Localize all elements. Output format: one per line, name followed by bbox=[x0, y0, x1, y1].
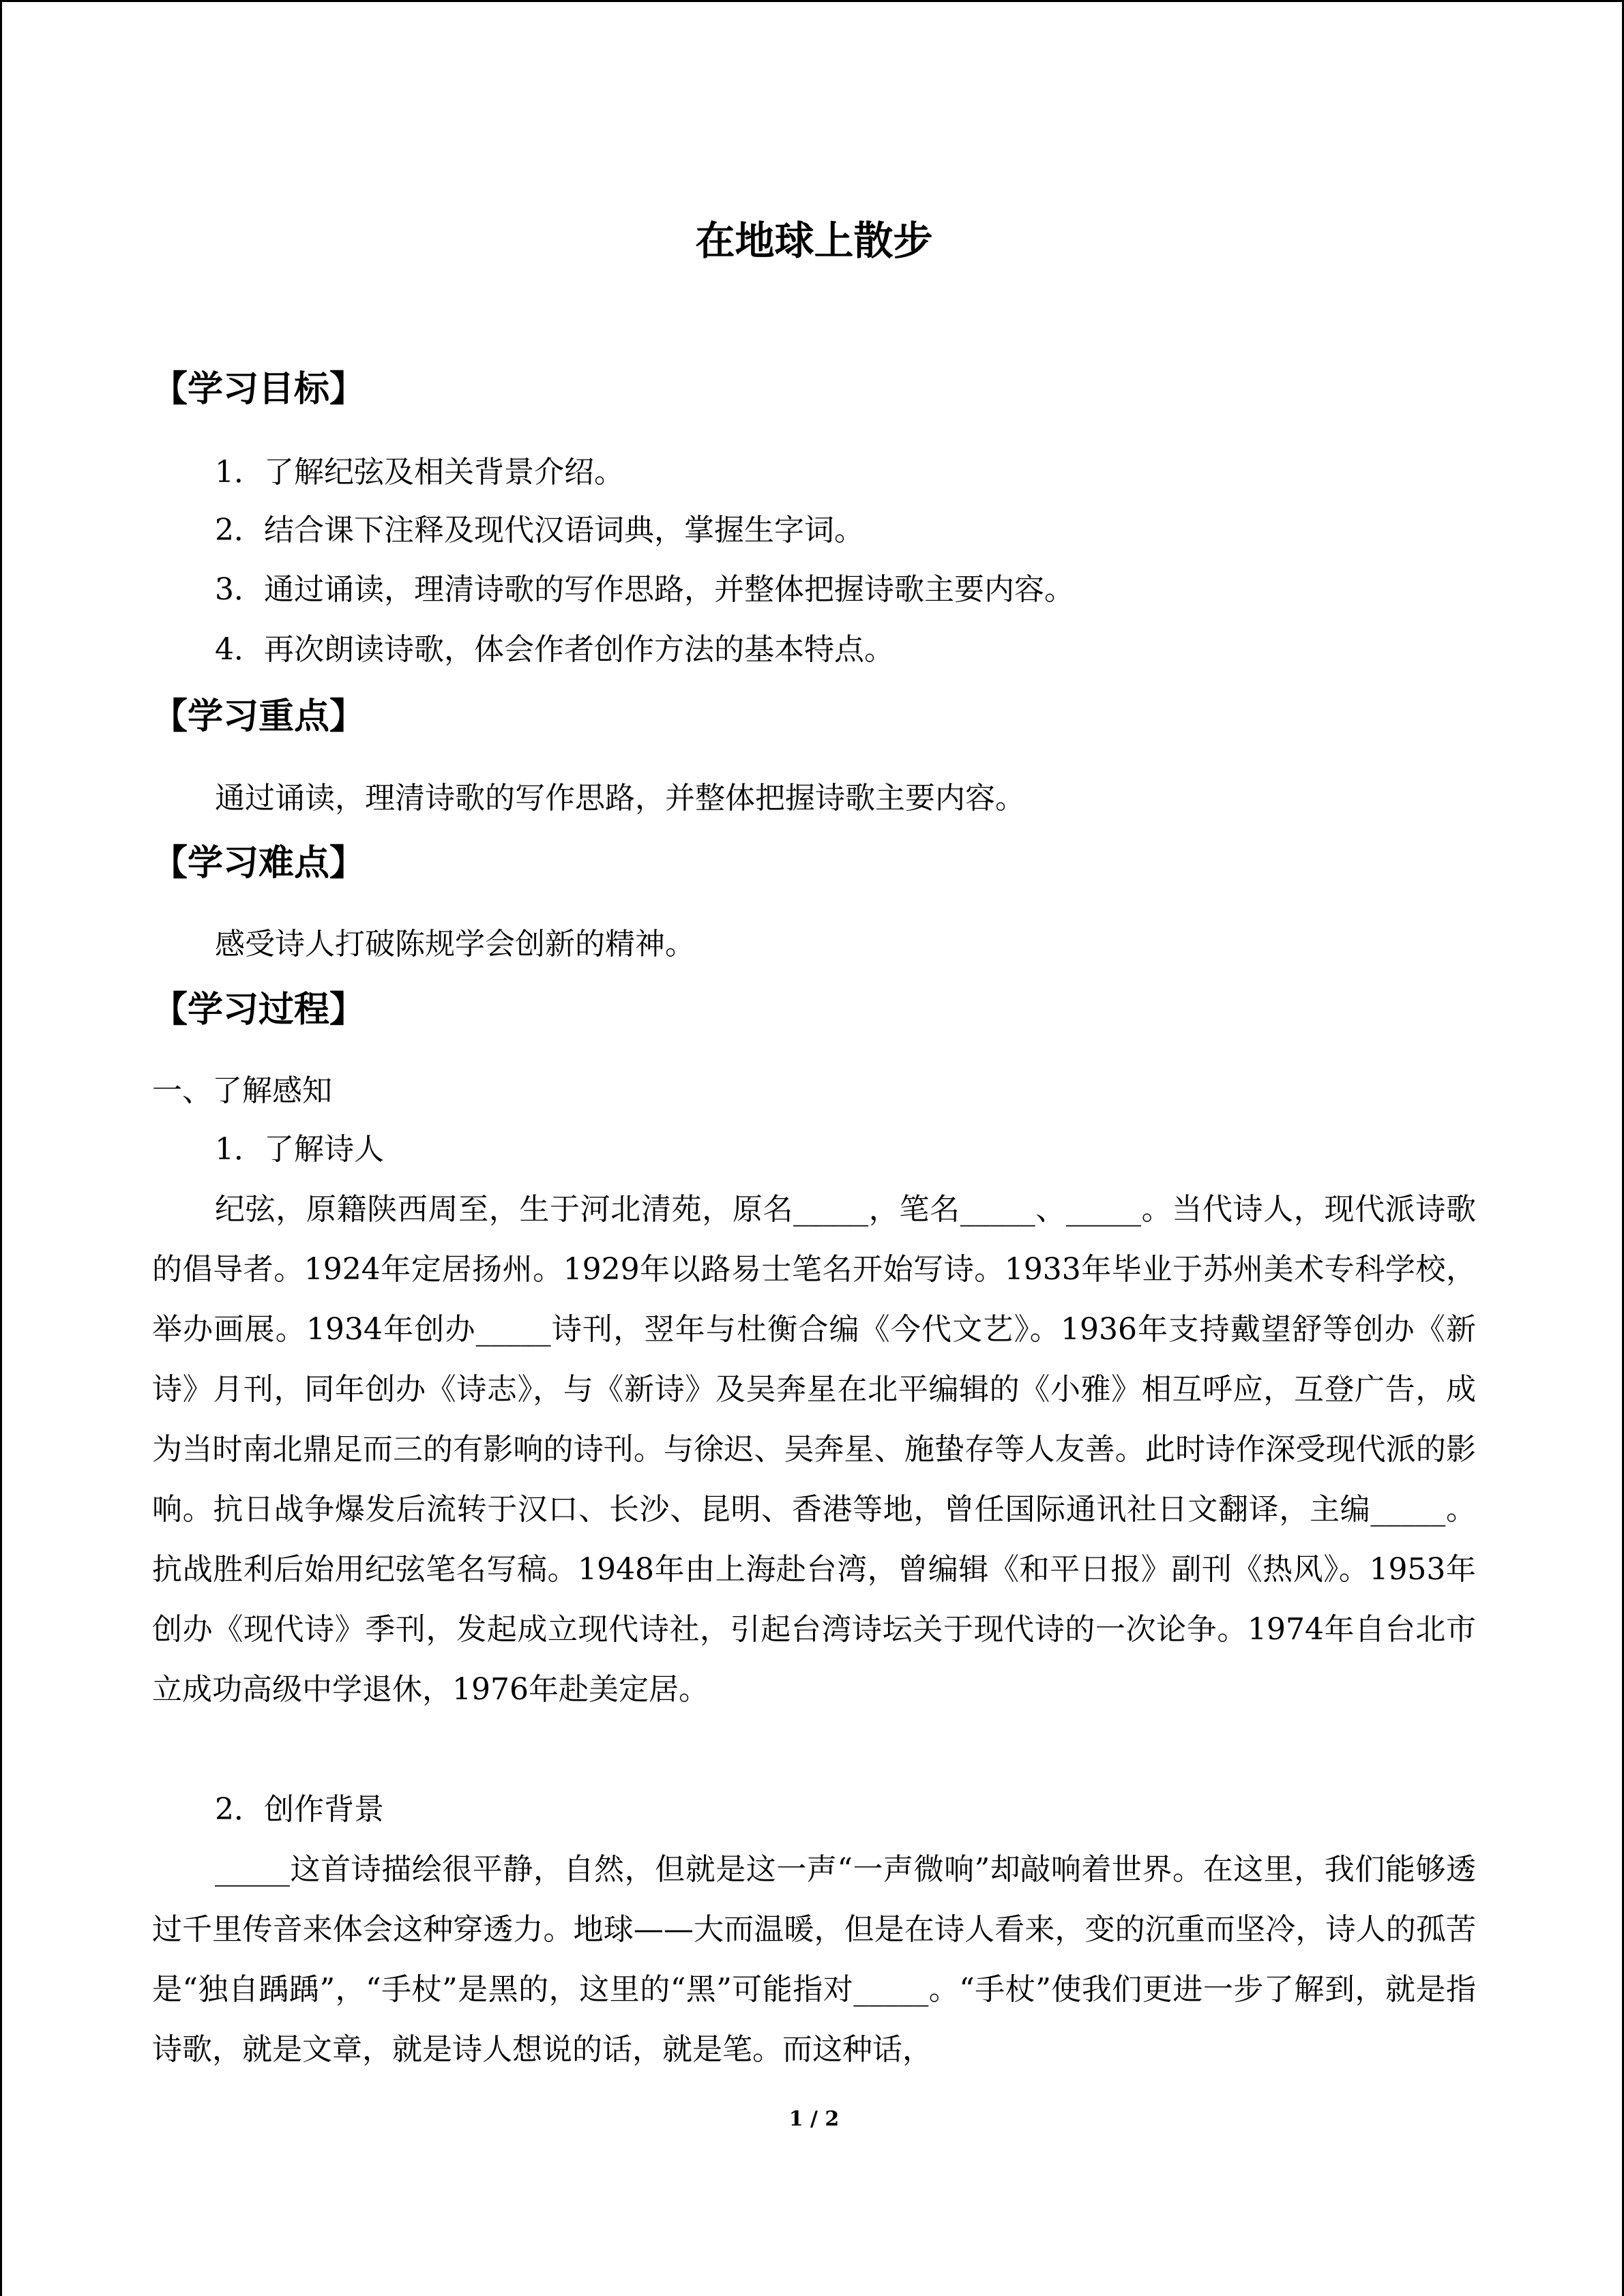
poet-paragraph: 纪弦，原籍陕西周至，生于河北清苑，原名_____，笔名_____、_____。当代诗人，现代派诗歌的倡导者。1924年定居扬州。1929年以路易士笔名开始写诗。1933年毕业于苏州美术专科学校，举办画展。1934年创办_____诗刊，翌年与杜衡合编《今代文艺》。1936年支持戴望舒等创办《新诗》月刊，同年创办《诗志》，与《新诗》及吴奔星在北平编辑的《小雅》相互呼应，互登广告，成为当时南北鼎足而三的有影响的诗刊。与徐迟、吴奔星、施蛰存等人友善。此时诗作深受现代派的影响。抗日战争爆发后流转于汉口、长沙、昆明、香港等地，曾任国际通讯社日文翻译，主编_____。抗战胜利后始用纪弦笔名写稿。1948年由上海赴台湾，曾编辑《和平日报》副刊《热风》。1953年创办《现代诗》季刊，发起成立现代诗社，引起台湾诗坛关于现代诗的一次论争。1974年自台北市立成功高级中学退休，1976年赴美定居。 bbox=[152, 1192, 1476, 1707]
page-number: 1 / 2 bbox=[788, 2107, 840, 2131]
page-title: 在地球上散步 bbox=[695, 218, 933, 264]
difficulty-text: 感受诗人打破陈规学会创新的精神。 bbox=[215, 927, 695, 961]
process-heading: 【学习过程】 bbox=[152, 989, 366, 1030]
item2-title: 2．创作背景 bbox=[215, 1792, 384, 1827]
part1-title: 一、了解感知 bbox=[152, 1073, 332, 1108]
goal-item-4: 4．再次朗读诗歌，体会作者创作方法的基本特点。 bbox=[215, 632, 894, 667]
goal-item-2: 2．结合课下注释及现代汉语词典，掌握生字词。 bbox=[215, 513, 864, 548]
goal-item-3: 3．通过诵读，理清诗歌的写作思路，并整体把握诗歌主要内容。 bbox=[215, 572, 1074, 607]
key-point-heading: 【学习重点】 bbox=[152, 696, 366, 737]
item1-title: 1．了解诗人 bbox=[215, 1132, 384, 1167]
key-point-text: 通过诵读，理清诗歌的写作思路，并整体把握诗歌主要内容。 bbox=[215, 781, 1025, 816]
difficulty-heading: 【学习难点】 bbox=[152, 842, 366, 884]
background-paragraph: _____这首诗描绘很平静，自然，但就是这一声“一声微响”却敲响着世界。在这里，我们能够透过千里传音来体会这种穿透力。地球——大而温暖，但是在诗人看来，变的沉重而坚冷，诗人的孤苦是“独自踽踽”，“手杖”是黑的，这里的“黑”可能指对_____。“手杖”使我们更进一步了解到，就是指诗歌，就是文章，就是诗人想说的话，就是笔。而这种话， bbox=[152, 1852, 1476, 2067]
goals-heading: 【学习目标】 bbox=[152, 368, 366, 410]
goal-item-1: 1．了解纪弦及相关背景介绍。 bbox=[215, 455, 624, 490]
